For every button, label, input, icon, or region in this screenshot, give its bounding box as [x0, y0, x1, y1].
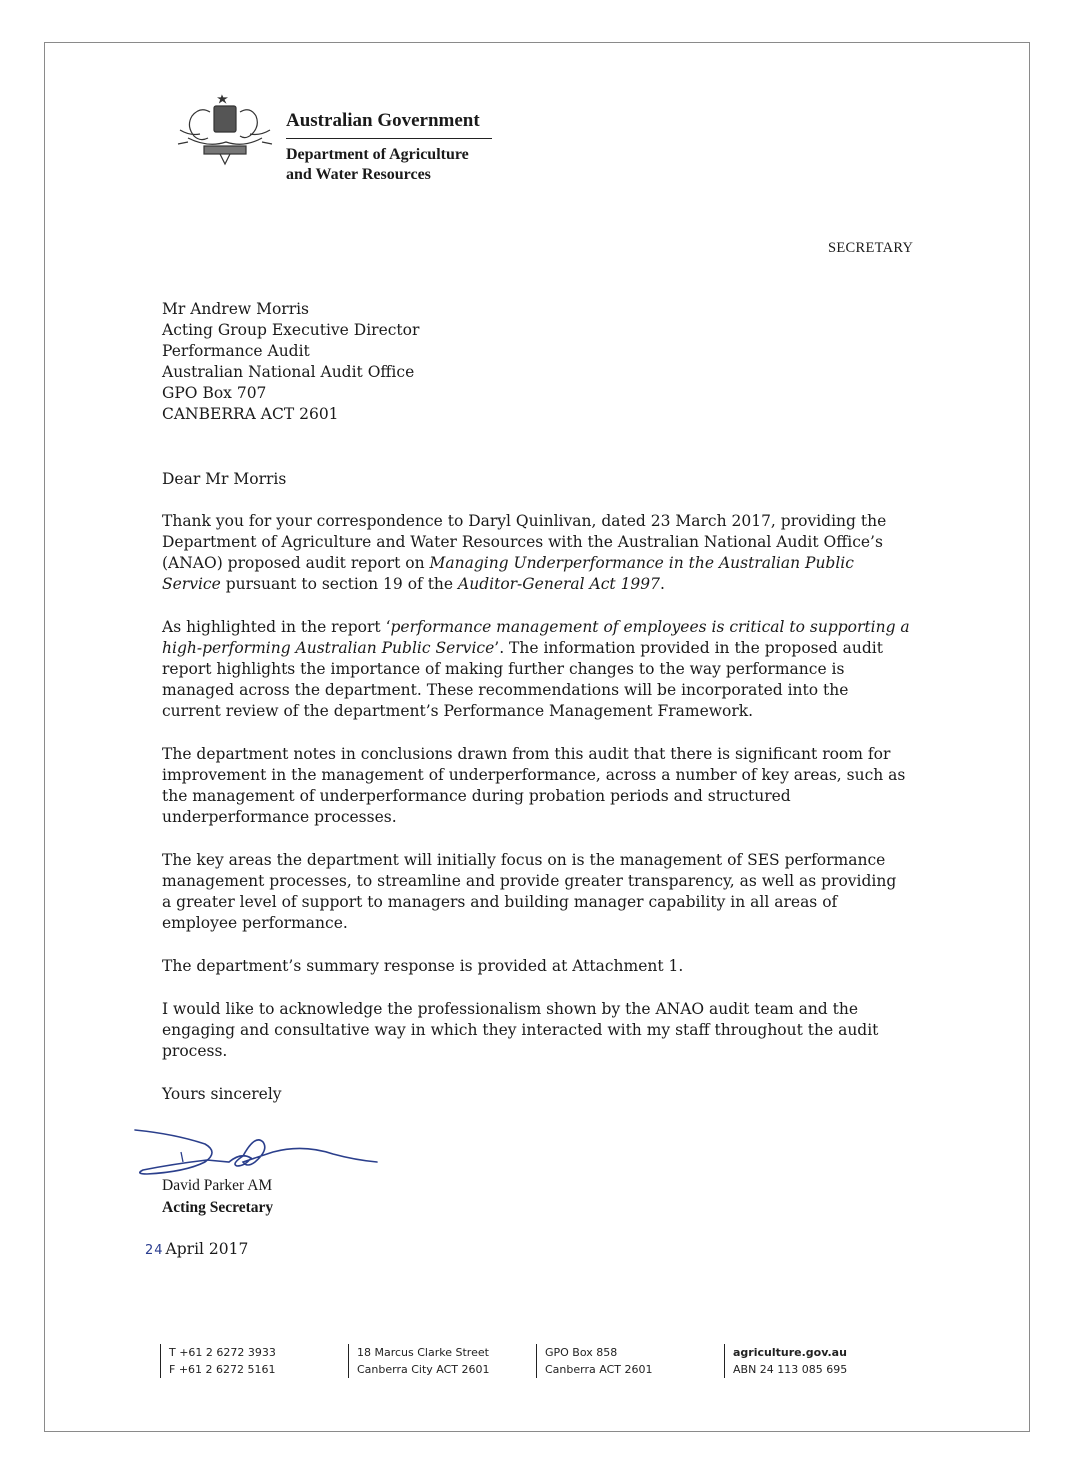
recipient-city: CANBERRA ACT 2601 [162, 405, 339, 423]
header-rule [286, 138, 492, 139]
paragraph-6: I would like to acknowledge the professionalism shown by the ANAO audit team and the engaging and consultative way in which they interacted with my staff throughout the audit process. [162, 1000, 879, 1060]
signer-name: David Parker AM [162, 1177, 273, 1194]
recipient-division: Performance Audit [162, 342, 310, 360]
department-name-line-1: Department of Agriculture [286, 146, 469, 163]
footer-website [733, 1344, 847, 1361]
recipient-po-box: GPO Box 707 [162, 384, 267, 402]
closing: Yours sincerely [162, 1085, 282, 1103]
salutation: Dear Mr Morris [162, 470, 287, 488]
footer-web-block [724, 1344, 847, 1378]
footer-postal-line-1: GPO Box 858 [545, 1346, 618, 1359]
recipient-organisation: Australian National Audit Office [162, 363, 415, 381]
date-day-handwritten: 24 [145, 1243, 164, 1258]
letter-date [145, 1240, 248, 1258]
footer-street-line-2: Canberra City ACT 2601 [357, 1363, 490, 1376]
p2-text-c: ’. The information provided in the proposed audit report highlights the importance of making further changes to the way performance is managed across the department. These recommendations will be incorporated into the current review of the department’s Performance Management Framework. [162, 639, 883, 720]
office-label: SECRETARY [828, 240, 914, 256]
recipient-name: Mr Andrew Morris [162, 300, 310, 318]
paragraph-3: The department notes in conclusions drawn from this audit that there is significant room for improvement in the management of underperformance, across a number of key areas, such as the management of underperformance during probation periods and structured underperformance processes. [162, 745, 906, 826]
p1-act-title: Auditor-General Act 1997 [458, 575, 661, 593]
footer-postal-block [536, 1344, 652, 1378]
paragraph-1 [162, 511, 910, 595]
footer-street-block [348, 1344, 490, 1378]
p2-quote: performance management of employees is critical to supporting a high-performing Australian Public Service [162, 618, 910, 657]
footer-abn: ABN 24 113 085 695 [733, 1363, 848, 1376]
letter-body [162, 511, 910, 1127]
p1-text-a: Thank you for your correspondence to Daryl Quinlivan, dated 23 March 2017, providing the Department of Agriculture and Water Resources with the Australian National Audit Office’s (ANAO) proposed audit report on [162, 512, 887, 572]
paragraph-2 [162, 617, 910, 722]
paragraph-5: The department’s summary response is provided at Attachment 1. [162, 957, 684, 975]
recipient-title: Acting Group Executive Director [162, 321, 420, 339]
date-month-year: April 2017 [165, 1240, 249, 1258]
department-name-line-2: and Water Resources [286, 166, 431, 183]
paragraph-4: The key areas the department will initially focus on is the management of SES performance management processes, to streamline and provide greater transparency, as well as providing a greater level of support to managers and building manager capability in all areas of employee performance. [162, 851, 897, 932]
coat-of-arms-icon [170, 90, 280, 170]
agency-header [286, 110, 492, 185]
footer-fax: F +61 2 6272 5161 [169, 1363, 276, 1376]
recipient-address [162, 299, 910, 425]
footer-phone-block [160, 1344, 276, 1378]
footer-phone: T +61 2 6272 3933 [169, 1346, 276, 1359]
p1-text-c: pursuant to section 19 of the [220, 575, 459, 593]
p2-text-a: As highlighted in the report ‘ [162, 618, 391, 636]
signer-title: Acting Secretary [162, 1199, 274, 1216]
p1-report-title: Managing Underperformance in the Australian Public Service [162, 554, 854, 593]
footer-website-text: agriculture.gov.au [733, 1346, 847, 1359]
p1-text-e: . [660, 575, 665, 593]
footer-street-line-1: 18 Marcus Clarke Street [357, 1346, 489, 1359]
government-name: Australian Government [286, 110, 480, 131]
signature-block [162, 1175, 273, 1219]
footer-postal-line-2: Canberra ACT 2601 [545, 1363, 653, 1376]
